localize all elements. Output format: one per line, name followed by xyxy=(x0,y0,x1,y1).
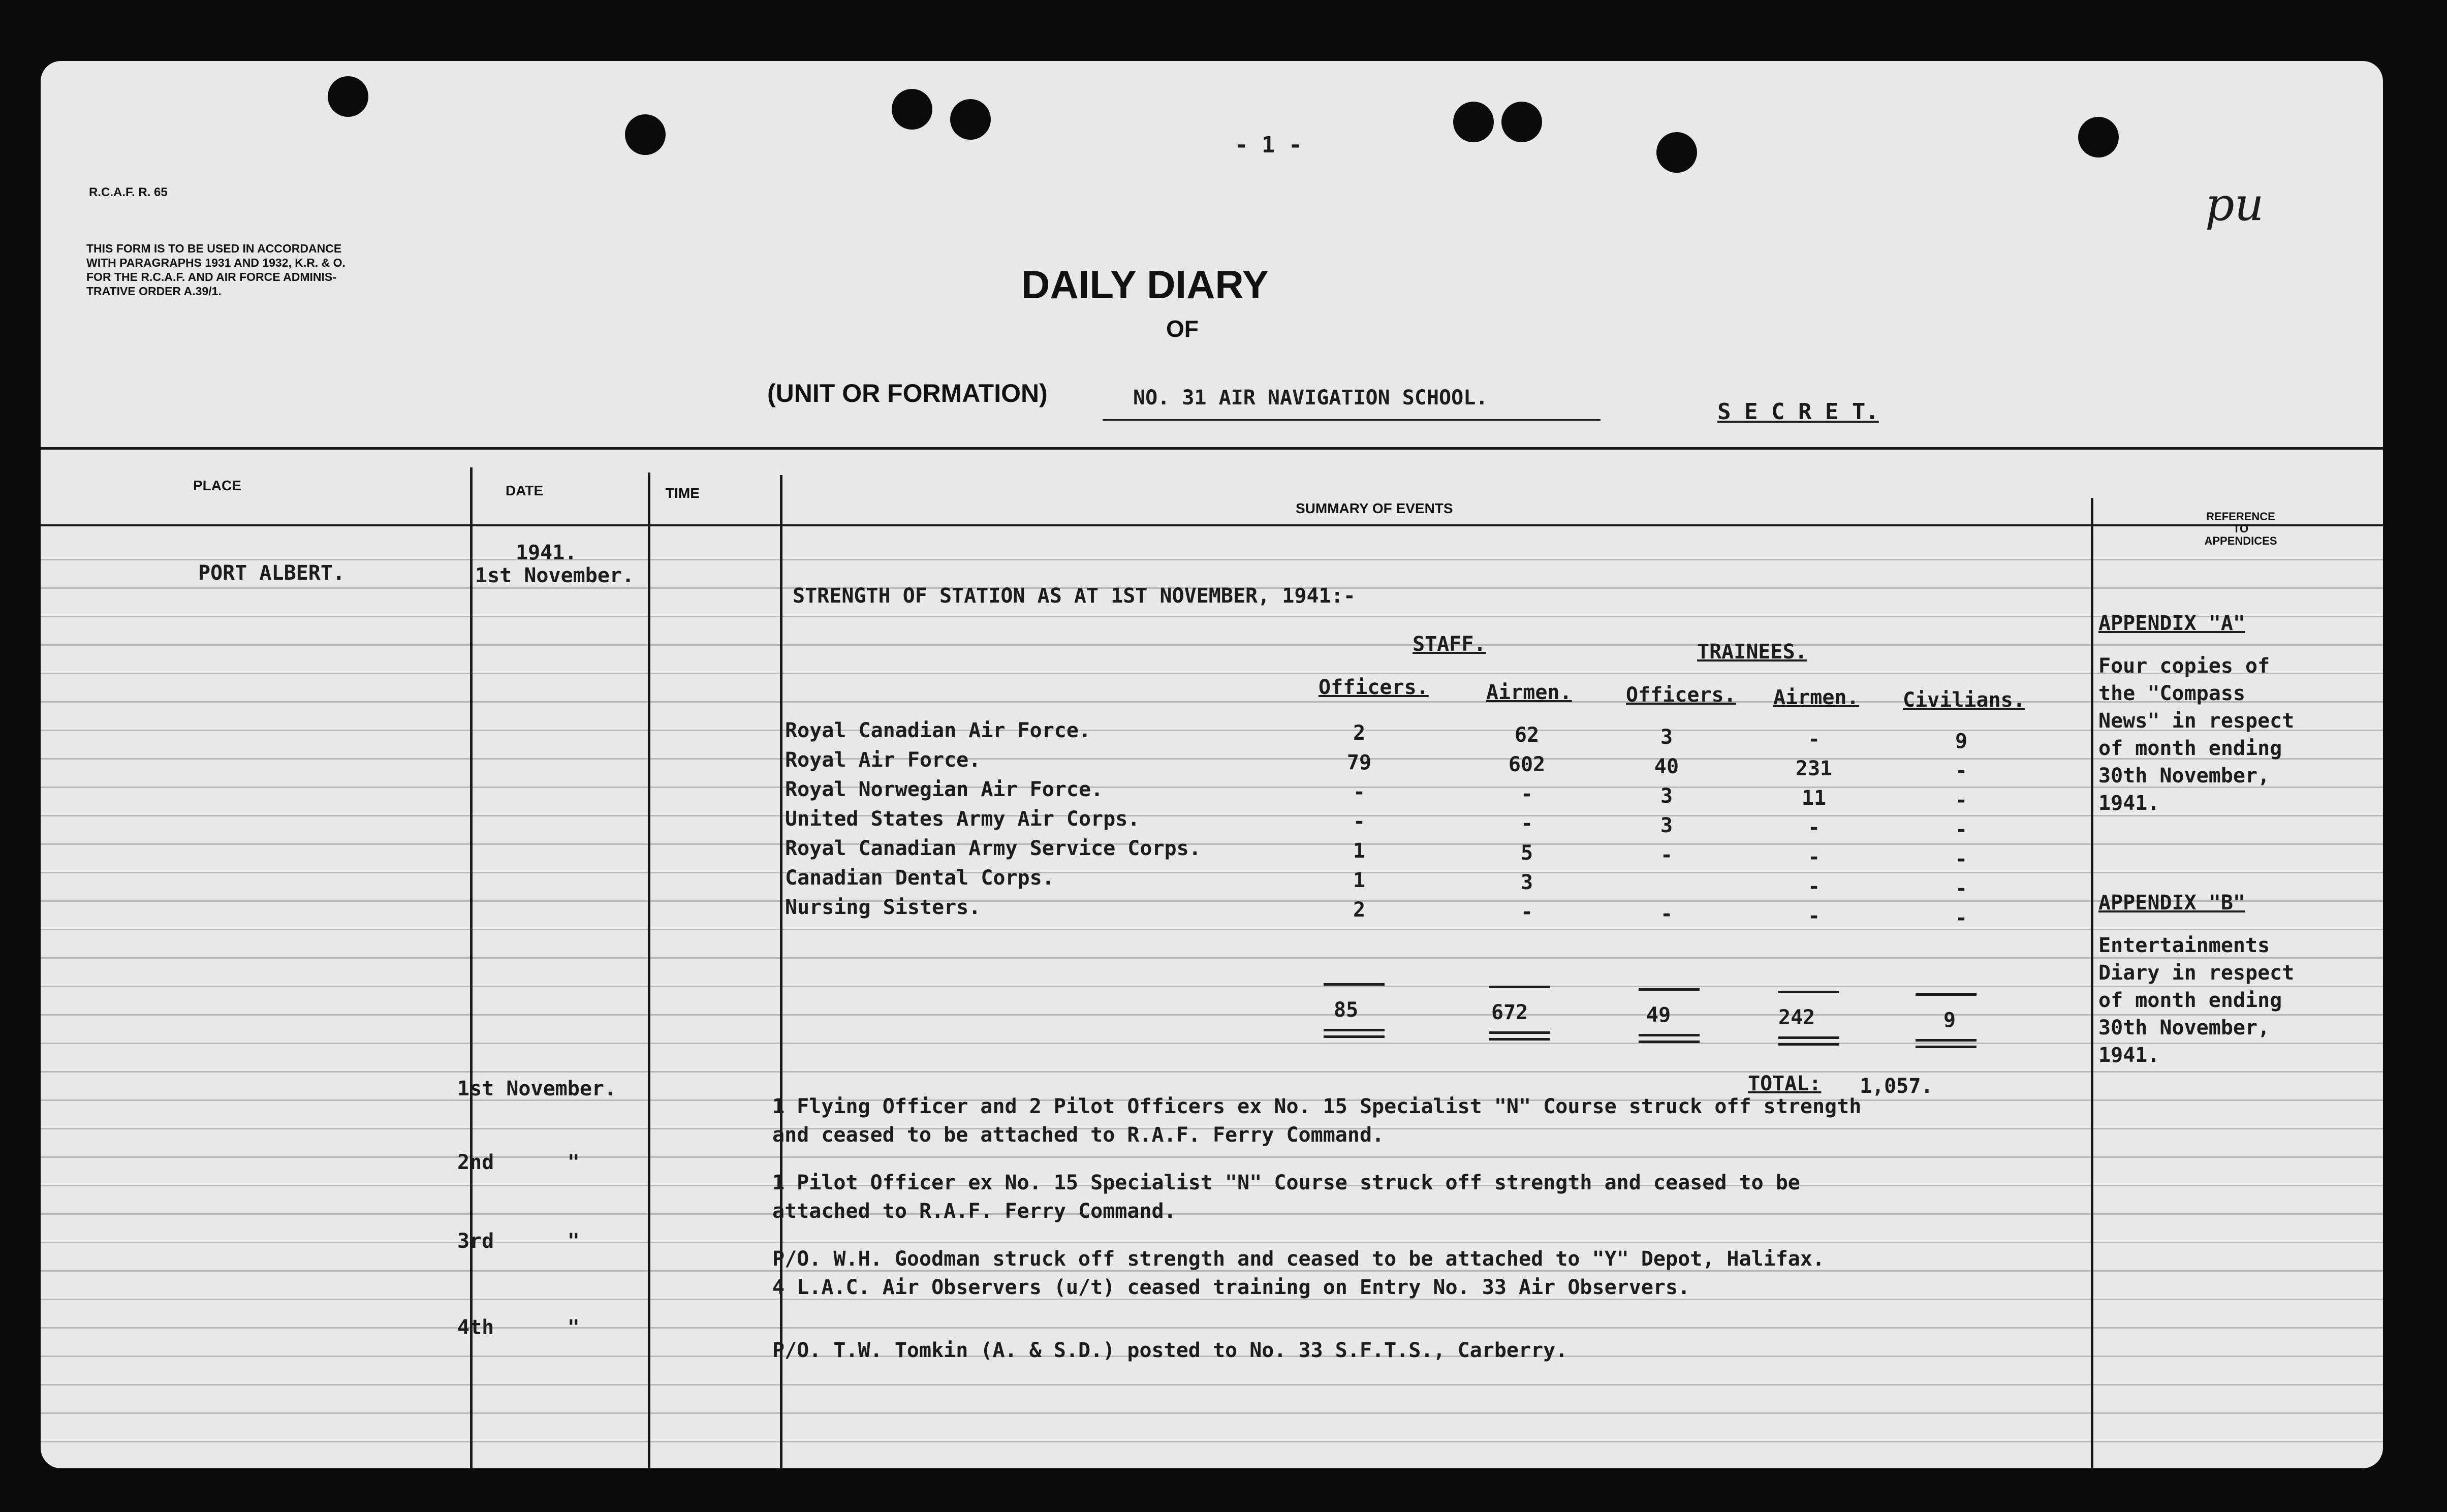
col-trainee-airmen: Airmen. xyxy=(1773,686,1859,709)
punch-hole xyxy=(892,89,932,130)
strength-value: - xyxy=(1353,810,1366,833)
grand-total-label: TOTAL: xyxy=(1748,1072,1822,1095)
strength-value: 602 xyxy=(1508,753,1546,776)
strength-row-unit: Royal Air Force. xyxy=(785,748,981,772)
header-place: PLACE xyxy=(193,478,241,493)
sum-line xyxy=(1489,986,1550,988)
header-bottom-border xyxy=(41,524,2383,526)
entry-date: 1st November. xyxy=(457,1077,617,1100)
punch-hole xyxy=(625,114,666,155)
form-note-line: TRATIVE ORDER A.39/1. xyxy=(86,285,222,298)
ruled-line xyxy=(41,616,2383,617)
strength-value: 3 xyxy=(1660,726,1673,749)
ruled-line xyxy=(41,673,2383,674)
entry-line: and ceased to be attached to R.A.F. Ferry Command. xyxy=(772,1123,1385,1147)
entry-text xyxy=(772,1092,1861,1149)
ruled-line xyxy=(41,701,2383,703)
ruled-line xyxy=(41,559,2383,560)
appendix-b-line: Entertainments xyxy=(2098,934,2270,957)
strength-value: - xyxy=(1660,902,1673,926)
ruled-line xyxy=(41,1412,2383,1414)
col-staff-officers: Officers. xyxy=(1319,676,1429,699)
entry-line: 1 Flying Officer and 2 Pilot Officers ex No. 15 Specialist "N" Course struck off strength xyxy=(772,1095,1862,1118)
sum-line xyxy=(1916,993,1977,996)
strength-value: 9 xyxy=(1955,730,1968,753)
punch-hole xyxy=(1453,102,1494,142)
strength-value: 1 xyxy=(1353,869,1366,892)
double-underline xyxy=(1324,1029,1385,1038)
group-staff: STAFF. xyxy=(1413,633,1486,656)
ruled-line xyxy=(41,815,2383,816)
strength-value: 2 xyxy=(1353,721,1366,745)
header-reference-line: REFERENCE xyxy=(2206,510,2275,523)
strength-value: 5 xyxy=(1520,841,1533,865)
strength-value: - xyxy=(1520,900,1533,924)
strength-value: - xyxy=(1660,843,1673,867)
ruled-line xyxy=(41,786,2383,788)
initials: pu xyxy=(2205,178,2264,231)
column-divider xyxy=(2091,498,2093,1468)
place: PORT ALBERT. xyxy=(198,561,345,585)
appendix-a-line: 30th November, xyxy=(2098,764,2270,788)
ruled-line xyxy=(41,644,2383,646)
group-trainees: TRAINEES. xyxy=(1697,640,1807,664)
strength-value: - xyxy=(1520,812,1533,835)
strength-value: - xyxy=(1955,906,1968,930)
strength-value: 3 xyxy=(1660,784,1673,808)
form-note-line: FOR THE R.C.A.F. AND AIR FORCE ADMINIS- xyxy=(86,270,336,284)
entry-line: attached to R.A.F. Ferry Command. xyxy=(772,1200,1176,1223)
form-note-line: THIS FORM IS TO BE USED IN ACCORDANCE xyxy=(86,242,342,255)
ruled-line xyxy=(41,1441,2383,1442)
appendix-a-line: Four copies of xyxy=(2098,654,2270,678)
strength-value: - xyxy=(1807,816,1821,839)
strength-value: 3 xyxy=(1660,814,1673,837)
appendix-b xyxy=(2098,889,2294,1069)
punch-hole xyxy=(950,99,991,140)
double-underline xyxy=(1489,1031,1550,1041)
header-reference xyxy=(2114,511,2368,547)
strength-value: - xyxy=(1807,728,1821,751)
ruled-line xyxy=(41,957,2383,959)
ruled-line xyxy=(41,1384,2383,1385)
column-divider xyxy=(780,475,782,1468)
strength-row-unit: Nursing Sisters. xyxy=(785,896,981,919)
entry-line: P/O. W.H. Goodman struck off strength and ceased to be attached to "Y" Depot, Halifax. xyxy=(772,1247,1825,1271)
double-underline xyxy=(1916,1039,1977,1048)
entry-line: 1 Pilot Officer ex No. 15 Specialist "N" Course struck off strength and ceased to be xyxy=(772,1171,1800,1194)
strength-value: 2 xyxy=(1353,898,1366,922)
strength-value: - xyxy=(1955,818,1968,841)
appendix-a-line: 1941. xyxy=(2098,792,2160,815)
unit-label: (UNIT OR FORMATION) xyxy=(767,379,1048,407)
header-time: TIME xyxy=(666,485,700,501)
strength-value: - xyxy=(1807,875,1821,898)
header-date: DATE xyxy=(506,483,544,498)
total-value: 85 xyxy=(1334,998,1359,1022)
form-code: R.C.A.F. R. 65 xyxy=(89,185,168,199)
entry-date: 4th " xyxy=(457,1316,580,1339)
appendix-b-line: Diary in respect xyxy=(2098,961,2295,985)
entry-date: 3rd " xyxy=(457,1230,580,1253)
punch-hole xyxy=(2078,117,2119,158)
ruled-line xyxy=(41,900,2383,902)
strength-value: 1 xyxy=(1353,839,1366,863)
ruled-line xyxy=(41,1156,2383,1158)
total-value: 672 xyxy=(1491,1001,1528,1024)
header-reference-line: TO xyxy=(2233,522,2249,535)
column-divider xyxy=(648,472,650,1468)
col-trainee-officers: Officers. xyxy=(1626,683,1736,707)
strength-value: - xyxy=(1807,904,1821,928)
double-underline xyxy=(1639,1034,1700,1043)
strength-row-unit: Royal Norwegian Air Force. xyxy=(785,778,1104,801)
ruled-line xyxy=(41,1327,2383,1329)
punch-hole xyxy=(1501,102,1542,142)
strength-value: - xyxy=(1955,847,1968,871)
total-value: 49 xyxy=(1646,1003,1671,1027)
strength-value: 79 xyxy=(1346,751,1372,774)
appendix-a-line: the "Compass xyxy=(2098,682,2245,705)
appendix-a-title: APPENDIX "A" xyxy=(2098,612,2245,635)
appendix-b-line: 1941. xyxy=(2098,1044,2160,1067)
grand-total-value: 1,057. xyxy=(1860,1075,1933,1098)
ruled-line xyxy=(41,872,2383,873)
header-reference-line: APPENDICES xyxy=(2204,534,2277,547)
appendix-a-line: of month ending xyxy=(2098,737,2282,760)
col-staff-airmen: Airmen. xyxy=(1486,681,1572,704)
strength-row-unit: United States Army Air Corps. xyxy=(785,807,1140,831)
diary-sheet xyxy=(41,61,2383,1468)
ruled-line xyxy=(41,1242,2383,1243)
page-title: DAILY DIARY xyxy=(1021,262,1269,307)
ruled-line xyxy=(41,730,2383,731)
ruled-line xyxy=(41,986,2383,987)
strength-value: - xyxy=(1955,789,1968,812)
appendix-a xyxy=(2098,610,2294,817)
strength-row-unit: Royal Canadian Army Service Corps. xyxy=(785,837,1201,860)
sum-line xyxy=(1324,983,1385,986)
title-of: OF xyxy=(1166,316,1199,342)
strength-value: - xyxy=(1955,877,1968,900)
ruled-line xyxy=(41,1043,2383,1044)
entry-line: P/O. T.W. Tomkin (A. & S.D.) posted to No. 33 S.F.T.S., Carberry. xyxy=(772,1339,1568,1362)
appendix-b-line: of month ending xyxy=(2098,989,2282,1012)
ruled-line xyxy=(41,1014,2383,1016)
entry-date: 2nd " xyxy=(457,1151,580,1174)
appendix-b-title: APPENDIX "B" xyxy=(2098,891,2245,915)
strength-value: - xyxy=(1520,782,1533,806)
first-date: 1st November. xyxy=(475,564,635,587)
strength-value: 231 xyxy=(1795,757,1833,780)
strength-value: - xyxy=(1807,845,1821,869)
punch-hole xyxy=(1656,132,1697,173)
entry-line: 4 L.A.C. Air Observers (u/t) ceased training on Entry No. 33 Air Observers. xyxy=(772,1276,1690,1299)
classification: S E C R E T. xyxy=(1717,399,1879,425)
total-value: 242 xyxy=(1778,1006,1815,1029)
unit-underline xyxy=(1103,419,1601,421)
total-value: 9 xyxy=(1943,1009,1956,1032)
entry-text xyxy=(772,1245,1825,1302)
punch-hole xyxy=(328,76,368,117)
form-note xyxy=(86,241,346,298)
ruled-line xyxy=(41,758,2383,760)
strength-row-unit: Canadian Dental Corps. xyxy=(785,866,1054,890)
strength-value: 3 xyxy=(1520,871,1533,894)
strength-value: 11 xyxy=(1801,786,1827,810)
ruled-line xyxy=(41,1071,2383,1073)
double-underline xyxy=(1778,1036,1839,1046)
sum-line xyxy=(1778,991,1839,993)
unit-value: NO. 31 AIR NAVIGATION SCHOOL. xyxy=(1133,386,1488,410)
strength-value: - xyxy=(1353,780,1366,804)
appendix-b-line: 30th November, xyxy=(2098,1016,2270,1040)
strength-value: 40 xyxy=(1654,755,1679,778)
header-summary: SUMMARY OF EVENTS xyxy=(1296,500,1453,516)
col-civilians: Civilians. xyxy=(1903,688,2025,712)
sum-line xyxy=(1639,988,1700,991)
form-note-line: WITH PARAGRAPHS 1931 AND 1932, K.R. & O. xyxy=(86,256,346,269)
strength-row-unit: Royal Canadian Air Force. xyxy=(785,719,1091,742)
strength-value: 62 xyxy=(1514,723,1540,747)
strength-heading: STRENGTH OF STATION AS AT 1ST NOVEMBER, 1941:- xyxy=(793,584,1356,608)
table-top-border xyxy=(41,447,2383,450)
appendix-a-line: News" in respect xyxy=(2098,709,2295,733)
page-number: - 1 - xyxy=(1235,132,1302,158)
ruled-line xyxy=(41,843,2383,845)
entry-text xyxy=(772,1169,1800,1225)
strength-value: - xyxy=(1955,759,1968,782)
entry-text xyxy=(772,1336,1567,1365)
year: 1941. xyxy=(516,541,577,564)
ruled-line xyxy=(41,929,2383,930)
